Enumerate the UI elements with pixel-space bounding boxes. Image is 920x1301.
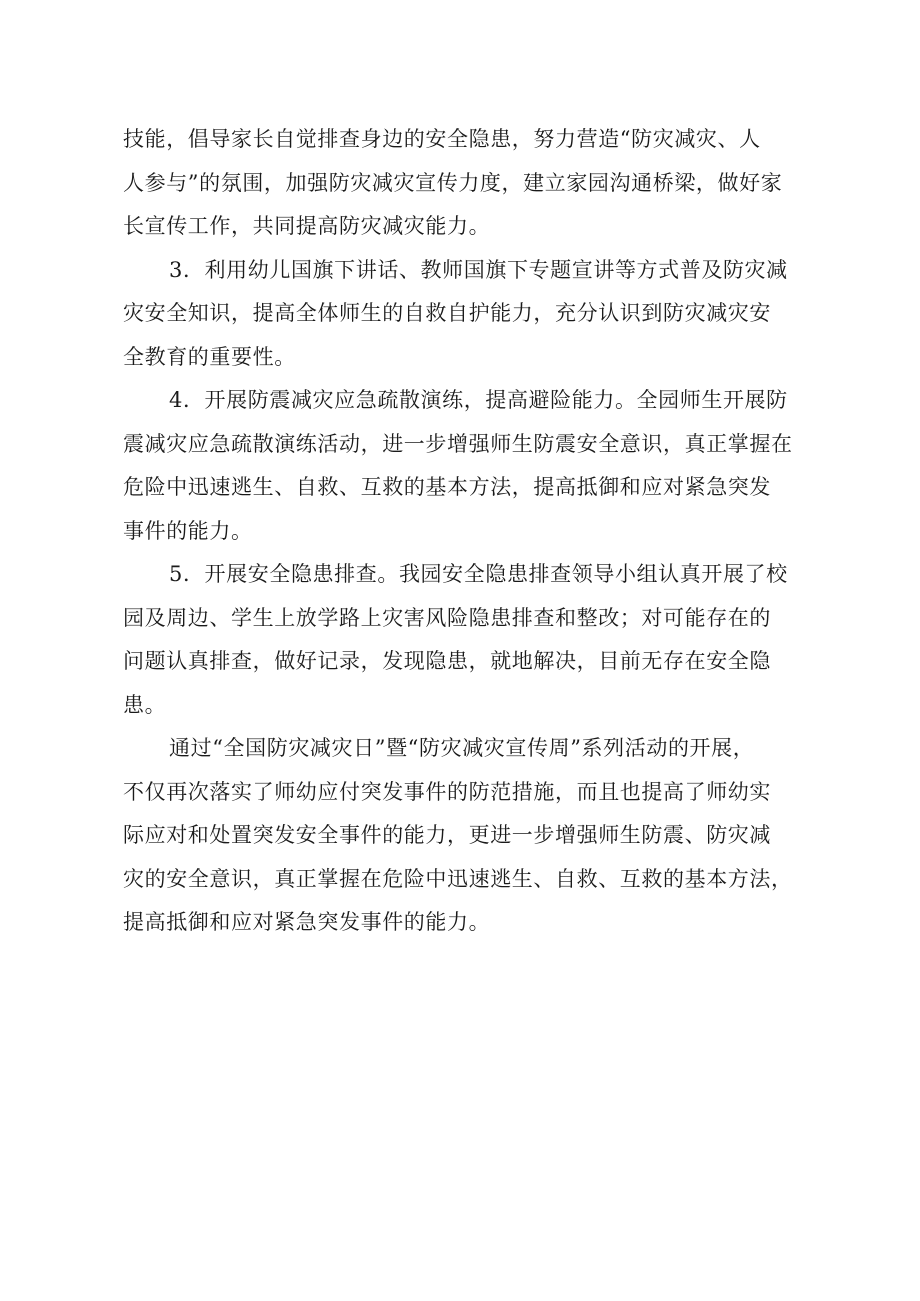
text-line: 园及周边、学生上放学路上灾害风险隐患排查和整改；对可能存在的 — [123, 605, 771, 630]
paragraph-item-4 — [123, 379, 833, 553]
text-line: 提高抵御和应对紧急突发事件的能力。 — [123, 910, 491, 934]
text-line: 事件的能力。 — [123, 518, 253, 543]
text-line: 灾安全知识，提高全体师生的自救自护能力，充分认识到防灾减灾安 — [123, 301, 771, 325]
text-line: 震减灾应急疏散演练活动，进一步增强师生防震安全意识，真正掌握在 — [123, 431, 793, 456]
text-line: 问题认真排查，做好记录，发现隐患，就地解决，目前无存在安全隐 — [123, 649, 771, 673]
text-line: 长宣传工作，共同提高防灾减灾能力。 — [123, 214, 491, 238]
paragraph-continuation — [123, 118, 833, 249]
paragraph-item-3 — [123, 249, 833, 380]
text-line: 际应对和处置突发安全事件的能力，更进一步增强师生防震、防灾减 — [123, 823, 771, 847]
text-line: 3．利用幼儿国旗下讲话、教师国旗下专题宣讲等方式普及防灾减 — [169, 257, 788, 282]
text-line: 患。 — [123, 692, 167, 717]
text-line: 技能，倡导家长自觉排查身边的安全隐患，努力营造“防灾减灾、人 — [123, 127, 761, 151]
text-line: 4．开展防震减灾应急疏散演练，提高避险能力。全园师生开展防 — [169, 388, 788, 412]
text-line: 5．开展安全隐患排查。我园安全隐患排查领导小组认真开展了校 — [169, 562, 788, 586]
text-line: 全教育的重要性。 — [123, 344, 296, 369]
document-body — [123, 118, 833, 945]
text-line: 通过“全国防灾减灾日”暨“防灾减灾宣传周”系列活动的开展， — [169, 736, 755, 760]
text-line: 灾的安全意识，真正掌握在危险中迅速逃生、自救、互救的基本方法， — [123, 866, 793, 891]
text-line: 人参与”的氛围，加强防灾减灾宣传力度，建立家园沟通桥梁，做好家 — [123, 170, 783, 195]
paragraph-conclusion — [123, 727, 833, 945]
text-line: 危险中迅速逃生、自救、互救的基本方法，提高抵御和应对紧急突发 — [123, 475, 771, 499]
paragraph-item-5 — [123, 553, 833, 727]
text-line: 不仅再次落实了师幼应付突发事件的防范措施，而且也提高了师幼实 — [123, 779, 771, 804]
